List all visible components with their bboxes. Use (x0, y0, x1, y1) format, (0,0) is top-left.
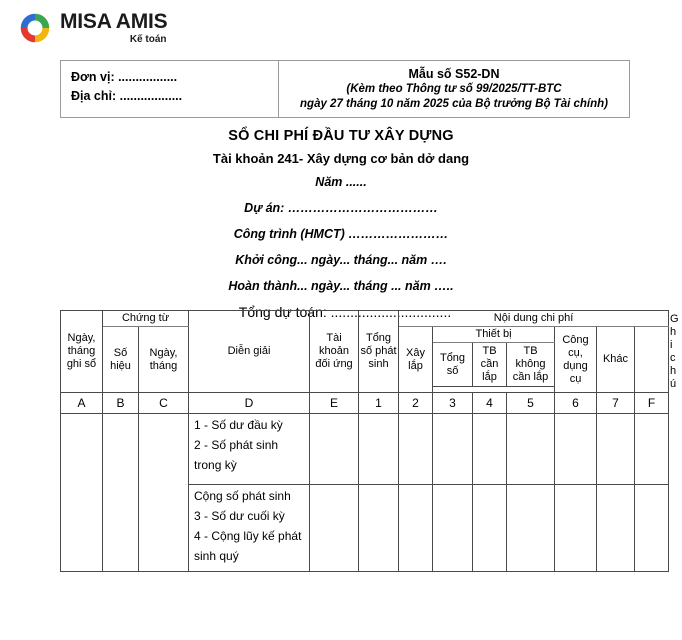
header-equipment-total: Tổng số (433, 343, 473, 387)
header-equipment-group: Thiết bị (433, 327, 555, 343)
code-F: F (635, 393, 669, 414)
header-contra-account: Tài khoản đối ứng (310, 311, 359, 393)
cell-description[interactable] (189, 414, 310, 485)
desc-line: 3 - Số dư cuối kỳ (194, 509, 285, 523)
brand-tagline: Kế toán (129, 34, 167, 45)
cell-total-arising[interactable] (359, 414, 399, 485)
desc-line: Cộng số phát sinh (194, 489, 291, 503)
header-equipment-install: TB cần lắp (473, 343, 507, 387)
code-5: 5 (507, 393, 555, 414)
desc-line: 2 - Số phát sinh trong kỳ (194, 438, 279, 472)
misa-swirl-logo-icon (18, 11, 52, 45)
form-code-cell (279, 61, 629, 117)
cell-other[interactable] (597, 414, 635, 485)
header-voucher-group: Chứng từ (103, 311, 189, 327)
cell-note[interactable] (635, 485, 669, 572)
cell-date-record[interactable] (61, 414, 103, 572)
form-reference-line-1: (Kèm theo Thông tư số 99/2025/TT-BTC (346, 83, 562, 95)
header-other: Khác (597, 327, 635, 393)
construction-field: Công trình (HMCT) …………………… (233, 227, 449, 241)
cell-equipment-total[interactable] (433, 485, 473, 572)
form-code: Mẫu số S52-DN (408, 67, 500, 81)
code-D: D (189, 393, 310, 414)
header-voucher-number: Số hiệu (103, 327, 139, 393)
code-A: A (61, 393, 103, 414)
year-field: Năm ...... (315, 175, 367, 189)
cell-voucher-date[interactable] (139, 414, 189, 572)
address-label: Địa chỉ: .................. (71, 89, 183, 103)
header-cost-content-group: Nội dung chi phí (399, 311, 669, 327)
code-E: E (310, 393, 359, 414)
brand-logo-area (18, 11, 167, 45)
cell-tools[interactable] (555, 485, 597, 572)
project-field: Dự án: ……………………………… (244, 201, 438, 215)
cell-construction[interactable] (399, 414, 433, 485)
cell-construction[interactable] (399, 485, 433, 572)
cell-tools[interactable] (555, 414, 597, 485)
header-equipment-no-install: TB không cần lắp (507, 343, 555, 387)
table-column-code-row (61, 393, 669, 414)
header-tools: Công cụ, dụng cụ (555, 327, 597, 393)
identity-header-box (60, 60, 630, 118)
cell-voucher-number[interactable] (103, 414, 139, 572)
header-total-arising: Tổng số phát sinh (359, 311, 399, 393)
header-construction: Xây lắp (399, 327, 433, 393)
code-2: 2 (399, 393, 433, 414)
cell-equipment-install[interactable] (473, 414, 507, 485)
cell-other[interactable] (597, 485, 635, 572)
document-title-block (0, 126, 682, 325)
total-estimate-field: Tổng dự toán: ............................... (238, 304, 452, 320)
unit-info-cell (61, 61, 279, 117)
code-4: 4 (473, 393, 507, 414)
table-header-row-groups: Ngày, tháng ghi sổ Chứng từ Diễn giải Tài khoản đối ứng Tổng số phát sinh Nội dung chi phí Ghi chú (61, 311, 669, 327)
cell-equipment-install[interactable] (473, 485, 507, 572)
code-3: 3 (433, 393, 473, 414)
code-1: 1 (359, 393, 399, 414)
brand-name: MISA AMIS (60, 10, 168, 33)
cell-description[interactable] (189, 485, 310, 572)
unit-label: Đơn vị: ................. (71, 70, 178, 84)
start-date-field: Khởi công... ngày... tháng... năm …. (235, 253, 447, 267)
header-date-record: Ngày, tháng ghi sổ (61, 311, 103, 393)
table-row (61, 414, 669, 485)
page-title: SỔ CHI PHÍ ĐẦU TƯ XÂY DỰNG (228, 128, 454, 144)
code-6: 6 (555, 393, 597, 414)
form-reference-line-2: ngày 27 tháng 10 năm 2025 của Bộ trưởng Bộ Tài chính) (300, 98, 608, 110)
cell-contra-account[interactable] (310, 414, 359, 485)
header-description: Diễn giải (189, 311, 310, 393)
cell-total-arising[interactable] (359, 485, 399, 572)
desc-line: 4 - Cộng lũy kế phát sinh quý (194, 529, 302, 563)
finish-date-field: Hoàn thành... ngày... tháng ... năm ….. (228, 279, 454, 293)
code-B: B (103, 393, 139, 414)
cell-equipment-no-install[interactable] (507, 485, 555, 572)
cell-note[interactable] (635, 414, 669, 485)
desc-line: 1 - Số dư đầu kỳ (194, 418, 283, 432)
code-C: C (139, 393, 189, 414)
cell-equipment-no-install[interactable] (507, 414, 555, 485)
code-7: 7 (597, 393, 635, 414)
account-subtitle: Tài khoản 241- Xây dựng cơ bản dở dang (212, 151, 470, 166)
header-voucher-date: Ngày, tháng (139, 327, 189, 393)
cell-equipment-total[interactable] (433, 414, 473, 485)
cell-contra-account[interactable] (310, 485, 359, 572)
cost-ledger-table (60, 310, 679, 572)
